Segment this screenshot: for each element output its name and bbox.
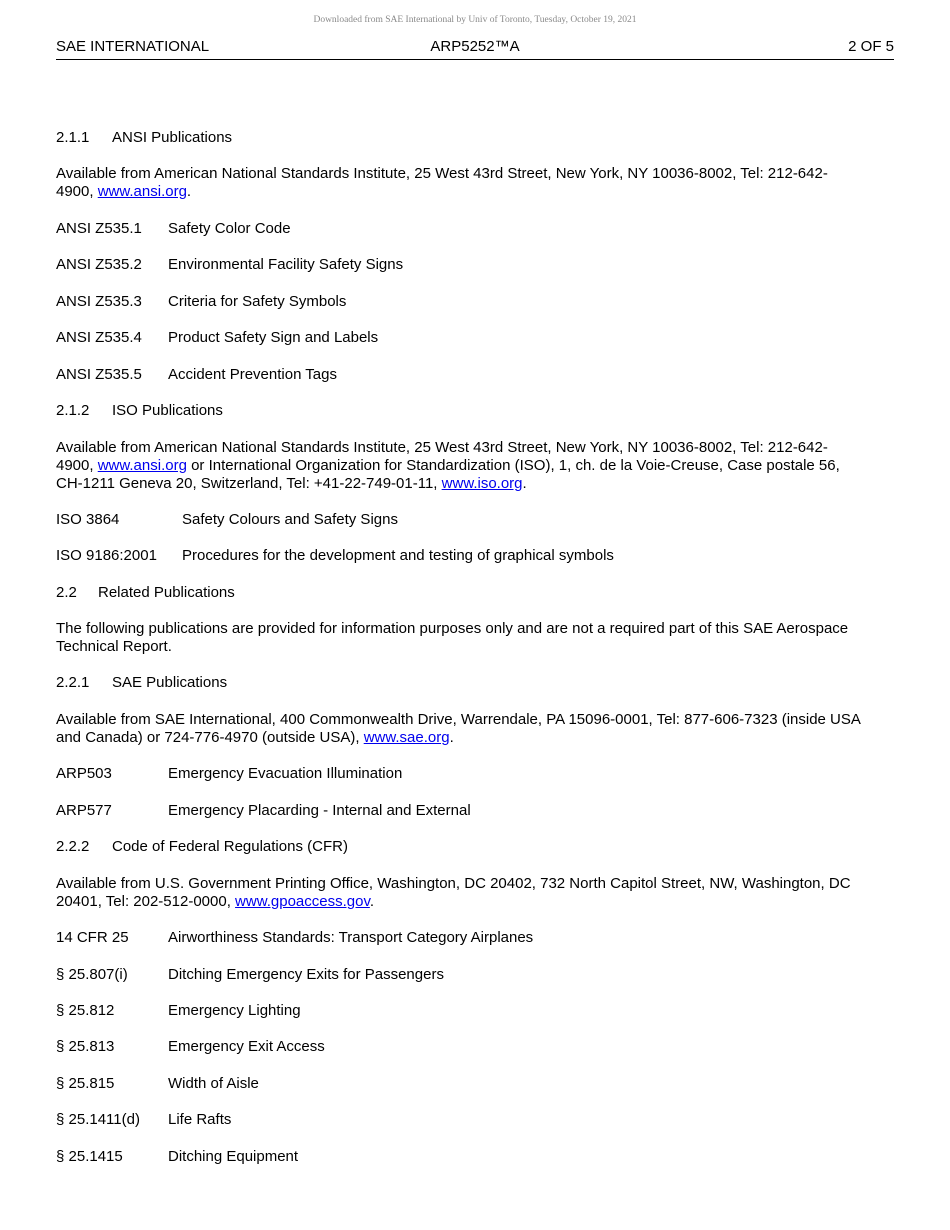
- reference-title: Product Safety Sign and Labels: [168, 329, 379, 346]
- reference-row: [56, 547, 894, 565]
- iso-link[interactable]: www.iso.org: [441, 475, 523, 492]
- reference-title: Accident Prevention Tags: [168, 366, 337, 383]
- section-number: 2.2.1: [56, 674, 90, 691]
- reference-title: Safety Color Code: [168, 220, 291, 237]
- reference-row: [56, 1148, 894, 1166]
- paragraph-text: .: [369, 893, 375, 910]
- paragraph-text: 20401, Tel: 202-512-0000,: [56, 893, 236, 910]
- reference-row: [56, 1002, 894, 1020]
- reference-title: Environmental Facility Safety Signs: [168, 256, 404, 273]
- reference-code: 14 CFR 25: [56, 929, 129, 946]
- reference-code: § 25.1415: [56, 1148, 123, 1165]
- section-number: 2.1.1: [56, 129, 90, 146]
- reference-title: Emergency Placarding - Internal and External: [168, 802, 471, 819]
- reference-row: [56, 220, 894, 238]
- paragraph-line: [56, 729, 894, 747]
- reference-row: [56, 802, 894, 820]
- reference-code: ANSI Z535.2: [56, 256, 142, 273]
- reference-row: [56, 966, 894, 984]
- related-publications-paragraph: [56, 620, 894, 656]
- section-heading-2-2: [56, 584, 894, 602]
- paragraph-text: or International Organization for Standardization (ISO), 1, ch. de la Voie-Creuse, Case postale 56,: [186, 457, 840, 474]
- reference-row: [56, 293, 894, 311]
- paragraph-line: [56, 183, 894, 201]
- reference-title: Ditching Equipment: [168, 1148, 299, 1165]
- gpoaccess-link[interactable]: www.gpoaccess.gov: [235, 893, 370, 910]
- reference-row: [56, 511, 894, 529]
- section-number: 2.2: [56, 584, 77, 601]
- paragraph-text: .: [186, 183, 192, 200]
- reference-code: § 25.1411(d): [56, 1111, 140, 1128]
- paragraph-line: [56, 475, 894, 493]
- section-number: 2.1.2: [56, 402, 90, 419]
- reference-title: Emergency Exit Access: [168, 1038, 325, 1055]
- paragraph-text: .: [449, 729, 454, 746]
- paragraph-line: [56, 893, 894, 911]
- reference-row: [56, 929, 894, 947]
- reference-code: ANSI Z535.5: [56, 366, 142, 383]
- paragraph-text: 4900,: [56, 183, 98, 200]
- reference-code: § 25.812: [56, 1002, 115, 1019]
- reference-title: Life Rafts: [168, 1111, 232, 1128]
- reference-title: Ditching Emergency Exits for Passengers: [168, 966, 444, 983]
- ansi-link[interactable]: www.ansi.org: [97, 183, 187, 200]
- paragraph-text: and Canada) or 724-776-4970 (outside USA),: [56, 729, 364, 746]
- header-org: SAE INTERNATIONAL: [56, 38, 210, 55]
- reference-row: [56, 765, 894, 783]
- reference-row: [56, 256, 894, 274]
- reference-row: [56, 1075, 894, 1093]
- reference-title: Emergency Evacuation Illumination: [168, 765, 403, 782]
- paragraph-line: Available from U.S. Government Printing Office, Washington, DC 20402, 732 North Capitol Street, NW, Washington, DC: [56, 875, 851, 892]
- reference-code: ANSI Z535.4: [56, 329, 142, 346]
- sae-availability-paragraph: [56, 711, 894, 747]
- reference-code: ARP577: [56, 802, 112, 819]
- section-title: ANSI Publications: [112, 129, 233, 146]
- reference-title: Criteria for Safety Symbols: [168, 293, 347, 310]
- section-title: ISO Publications: [112, 402, 223, 419]
- reference-title: Procedures for the development and testing of graphical symbols: [182, 547, 614, 564]
- reference-row: [56, 1111, 894, 1129]
- paragraph-line: Technical Report.: [56, 638, 172, 655]
- ansi-link[interactable]: www.ansi.org: [97, 457, 187, 474]
- reference-code: ARP503: [56, 765, 112, 782]
- section-title: Code of Federal Regulations (CFR): [112, 838, 348, 855]
- section-heading-2-1-1: [56, 129, 894, 147]
- reference-code: ANSI Z535.3: [56, 293, 142, 310]
- paragraph-line: Available from American National Standards Institute, 25 West 43rd Street, New York, NY 10036-8002, Tel: 212-642-: [56, 439, 828, 456]
- reference-code: § 25.807(i): [56, 966, 128, 983]
- reference-title: Safety Colours and Safety Signs: [182, 511, 398, 528]
- cfr-availability-paragraph: [56, 875, 894, 911]
- reference-title: Emergency Lighting: [168, 1002, 301, 1019]
- paragraph-line: The following publications are provided for information purposes only and are not a required part of this SAE Aerospace: [56, 620, 849, 637]
- reference-code: ISO 9186:2001: [56, 547, 157, 564]
- sae-link[interactable]: www.sae.org: [363, 729, 450, 746]
- section-number: 2.2.2: [56, 838, 90, 855]
- reference-code: ANSI Z535.1: [56, 220, 142, 237]
- paragraph-line: Available from American National Standards Institute, 25 West 43rd Street, New York, NY 10036-8002, Tel: 212-642-: [56, 165, 828, 182]
- header-page-number: 2 OF 5: [848, 38, 894, 55]
- section-heading-2-2-2: [56, 838, 894, 856]
- reference-title: Airworthiness Standards: Transport Category Airplanes: [168, 929, 534, 946]
- section-title: SAE Publications: [112, 674, 228, 691]
- reference-row: [56, 366, 894, 384]
- paragraph-line: [56, 457, 894, 475]
- section-heading-2-1-2: [56, 402, 894, 420]
- reference-code: § 25.813: [56, 1038, 115, 1055]
- header-rule: [56, 59, 894, 60]
- paragraph-line: Available from SAE International, 400 Commonwealth Drive, Warrendale, PA 15096-0001, Tel: 877-606-7323 (inside USA: [56, 711, 861, 728]
- reference-row: [56, 329, 894, 347]
- reference-code: ISO 3864: [56, 511, 120, 528]
- section-title: Related Publications: [98, 584, 235, 601]
- header-doc-id: ARP5252™A: [430, 38, 520, 55]
- section-heading-2-2-1: [56, 674, 894, 692]
- ansi-availability-paragraph: [56, 165, 894, 201]
- iso-availability-paragraph: [56, 439, 894, 493]
- paragraph-text: .: [522, 475, 527, 492]
- paragraph-text: CH-1211 Geneva 20, Switzerland, Tel: +41-22-749-01-11,: [56, 475, 442, 492]
- paragraph-text: 4900,: [56, 457, 98, 474]
- reference-code: § 25.815: [56, 1075, 115, 1092]
- reference-title: Width of Aisle: [168, 1075, 259, 1092]
- download-watermark: Downloaded from SAE International by Univ of Toronto, Tuesday, October 19, 2021: [313, 15, 637, 25]
- reference-row: [56, 1038, 894, 1056]
